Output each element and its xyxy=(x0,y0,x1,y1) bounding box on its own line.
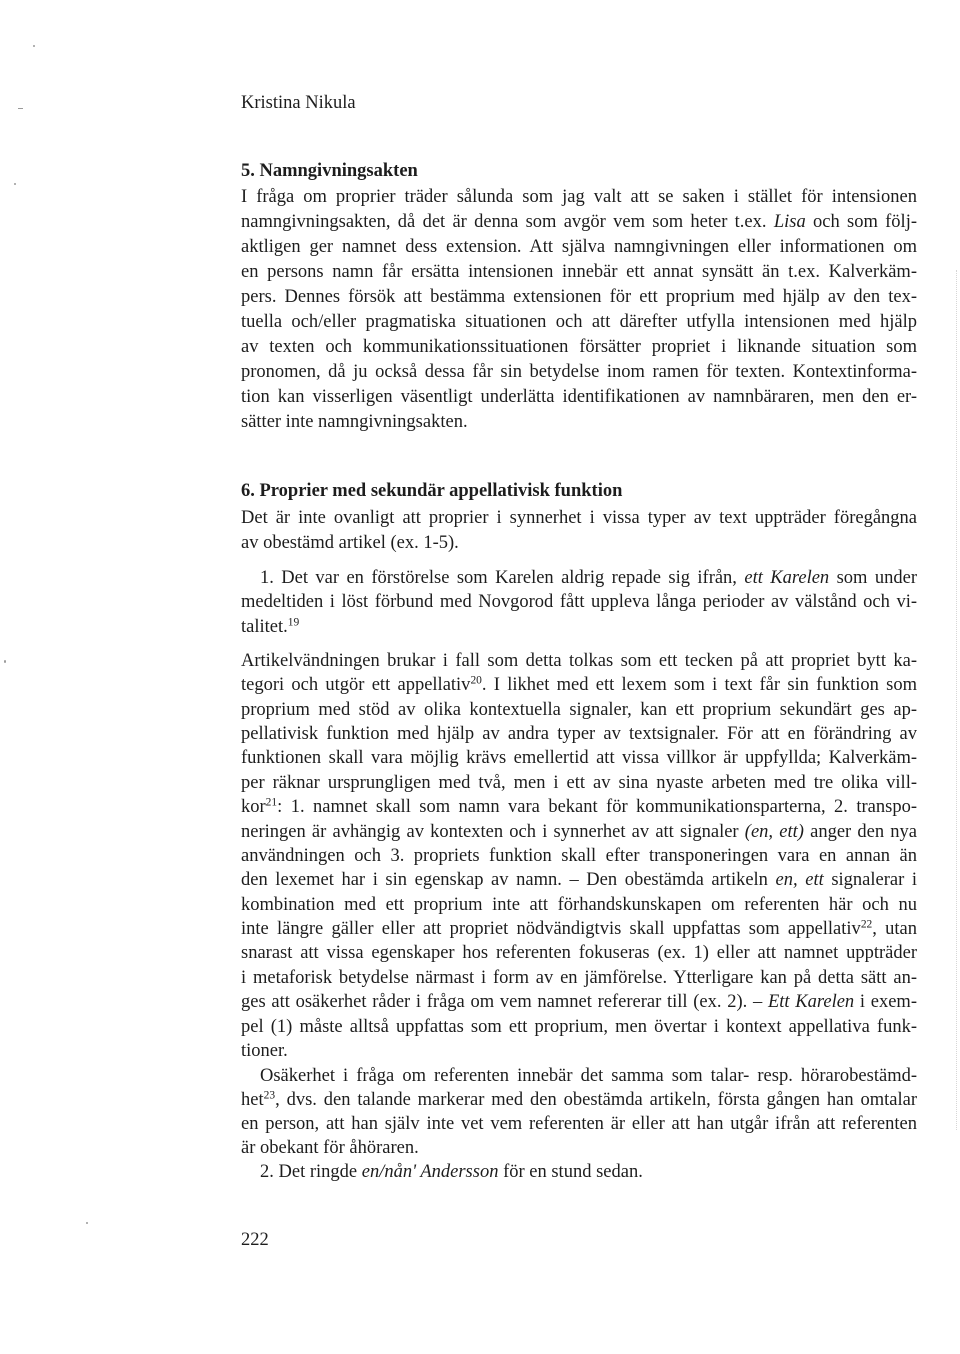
text-line xyxy=(241,990,917,1014)
text-line xyxy=(241,235,917,260)
text-run: 1. Det var en förstörelse som Karelen aldrig repade sig ifrån, xyxy=(260,567,745,588)
italic-text: Ett Karelen xyxy=(767,992,855,1013)
text-run: per räknar ursprungligen med två, men i ett av sina nyaste arbeten med tre olika vill- xyxy=(241,772,917,793)
text-run: neringen är avhängig av kontexten och i synnerhet av att signaler xyxy=(241,821,745,842)
text-line xyxy=(241,615,917,640)
text-run: som under xyxy=(829,567,917,588)
text-line xyxy=(241,1136,917,1160)
section-heading: 6. Proprier med sekundär appellativisk funktion xyxy=(241,480,623,501)
footnote-marker: 22 xyxy=(860,918,873,931)
italic-text: (en, ett) xyxy=(744,821,804,842)
footnote-marker: 20 xyxy=(470,674,482,687)
text-line xyxy=(241,566,917,591)
text-run: ges att osäkerhet råder i fråga om vem namnet refererar till (ex. 2). – xyxy=(241,992,768,1013)
text-line xyxy=(241,185,917,210)
paragraph xyxy=(241,1064,917,1160)
italic-text: en, ett xyxy=(775,870,824,891)
text-line xyxy=(241,917,917,941)
text-run: kor xyxy=(241,797,266,818)
italic-text: Lisa xyxy=(773,211,806,232)
text-run: aktligen ger namnet dess extension. Att själva namngivningen eller informationen om xyxy=(241,236,917,257)
text-line xyxy=(241,698,917,722)
text-run: i metaforisk betydelse närmast i form av en jämförelse. Ytterligare kan på detta sätt an- xyxy=(241,967,917,988)
italic-text: ett Karelen xyxy=(744,567,830,588)
paragraph xyxy=(241,649,917,1064)
text-run: tuella och/eller pragmatiska situationen och att därefter utfylla intensionen med hjälp xyxy=(241,311,917,332)
text-run: tegori och utgör ett appellativ xyxy=(241,675,471,696)
text-line xyxy=(241,335,917,360)
text-line xyxy=(241,310,917,335)
paragraph xyxy=(241,185,917,435)
text-line xyxy=(241,1015,917,1039)
footnote-marker: 21 xyxy=(265,796,278,809)
paragraph xyxy=(241,506,917,556)
text-run: i exem- xyxy=(854,992,917,1013)
text-line xyxy=(241,820,917,844)
text-run: av obestämd artikel (ex. 1-5). xyxy=(241,532,459,553)
text-line xyxy=(241,1088,917,1112)
text-run: för en stund sedan. xyxy=(498,1162,643,1182)
text-line xyxy=(241,722,917,746)
text-line xyxy=(241,771,917,795)
text-line xyxy=(241,385,917,410)
text-line xyxy=(241,844,917,868)
text-run: en person, att han själv inte vet vem referenten är eller att han utgår ifrån att referenten xyxy=(241,1114,917,1134)
text-run: 2. Det ringde xyxy=(260,1162,362,1182)
text-line xyxy=(241,673,917,697)
italic-text: en/nån' Andersson xyxy=(361,1162,499,1182)
text-line xyxy=(241,506,917,531)
text-run: pellativisk funktion med hjälp av andra typer av textsignaler. För att en förändring av xyxy=(241,723,917,744)
text-run: , utan xyxy=(872,919,918,940)
text-run: : 1. namnet skall som namn vara bekant för kommunikationsparterna, 2. transpo- xyxy=(277,797,917,818)
text-line xyxy=(241,893,917,917)
text-run: är obekant för åhöraren. xyxy=(241,1138,419,1158)
text-run: namngivningsakten, då det är denna som avgör vem som heter t.ex. xyxy=(241,211,774,232)
text-run: tioner. xyxy=(241,1041,288,1062)
text-run: signalerar i xyxy=(823,870,918,891)
text-run: den lexemet har i sin egenskap av namn. – Den obestämda artikeln xyxy=(241,870,776,891)
running-header: Kristina Nikula xyxy=(241,92,356,113)
text-line xyxy=(241,1039,917,1063)
text-run: proprium med stöd av olika kontextuella signaler, kan ett proprium sekundärt ges ap- xyxy=(241,699,917,720)
scan-edge-line xyxy=(956,270,957,1130)
text-line xyxy=(241,1112,917,1136)
page-number: 222 xyxy=(241,1230,269,1250)
scan-speck xyxy=(18,108,23,109)
scan-speck xyxy=(86,1222,88,1224)
text-run: . I likhet med ett lexem som i text får sin funktion som xyxy=(481,675,917,696)
footnote-marker: 19 xyxy=(287,616,300,629)
text-run: och som följ- xyxy=(805,211,917,232)
text-run: pronomen, då ju också dessa får sin betydelse inom ramen för texten. Kontextinforma- xyxy=(241,361,917,382)
text-run: tion kan visserligen väsentligt underlätta identifikationen av namnbäraren, men den er- xyxy=(241,386,917,407)
scan-speck xyxy=(33,45,35,47)
text-run: Osäkerhet i fråga om referenten innebär det samma som talar- resp. hörarobestämd- xyxy=(260,1066,917,1086)
text-run: medeltiden i löst förbund med Novgorod fått uppleva långa perioder av välstånd och vi- xyxy=(241,592,917,613)
text-run: kombination med ett proprium inte att förhandskunskapen om referenten här och nu xyxy=(241,894,917,915)
text-run: talitet. xyxy=(241,617,288,638)
text-run: funktionen skall vara möjlig krävs emellertid att vissa villkor är uppfyllda; Kalverkäm- xyxy=(241,748,917,769)
text-line xyxy=(241,966,917,990)
text-run: Det är inte ovanligt att proprier i synnerhet i vissa typer av text uppträder föregångna xyxy=(241,507,917,528)
section-heading: 5. Namngivningsakten xyxy=(241,160,418,181)
text-line xyxy=(241,868,917,892)
text-run: het xyxy=(241,1090,264,1110)
text-line xyxy=(241,1160,917,1184)
text-run: inte längre gäller eller att propriet nödvändigtvis skall uppfattas som appellativ xyxy=(241,919,861,940)
text-line xyxy=(241,210,917,235)
scan-speck xyxy=(14,183,16,185)
text-run: snarast att vissa egenskaper hos referenten fokuseras (ex. 1) eller att namnet uppträder xyxy=(241,943,917,964)
text-run: , dvs. den talande markerar med den obestämda artikeln, första gången han omtalar xyxy=(275,1090,917,1110)
text-line xyxy=(241,285,917,310)
text-line xyxy=(241,260,917,285)
footnote-marker: 23 xyxy=(263,1089,276,1102)
text-line xyxy=(241,531,917,556)
text-run: anger den nya xyxy=(803,821,918,842)
text-run: användningen och 3. propriets funktion skall efter transponeringen vara en annan än xyxy=(241,845,917,866)
text-run: pers. Dennes försök att bestämma extensionen för ett proprium med hjälp av den tex- xyxy=(241,286,917,307)
text-run: Artikelvändningen brukar i fall som detta tolkas som ett tecken på att propriet bytt ka- xyxy=(241,650,917,671)
text-run: av texten och kommunikationssituationen försätter propriet i liknande situation som xyxy=(241,336,917,357)
text-line xyxy=(241,360,917,385)
example-sentence xyxy=(241,1160,917,1184)
text-line xyxy=(241,941,917,965)
text-run: I fråga om proprier träder sålunda som jag valt att se saken i stället för intensionen xyxy=(241,186,917,207)
text-line xyxy=(241,1064,917,1088)
text-line xyxy=(241,746,917,770)
text-run: sätter inte namngivningsakten. xyxy=(241,411,468,432)
example-sentence xyxy=(241,566,917,640)
text-line xyxy=(241,410,917,435)
text-line xyxy=(241,649,917,673)
text-run: en persons namn får ersätta intensionen innebär ett annat synsätt än t.ex. Kalverkäm- xyxy=(241,261,917,282)
scan-speck xyxy=(4,660,6,663)
text-line xyxy=(241,795,917,819)
text-line xyxy=(241,590,917,615)
text-run: pel (1) måste alltså uppfattas som ett proprium, men övertar i kontext appellativa funk- xyxy=(241,1016,917,1037)
